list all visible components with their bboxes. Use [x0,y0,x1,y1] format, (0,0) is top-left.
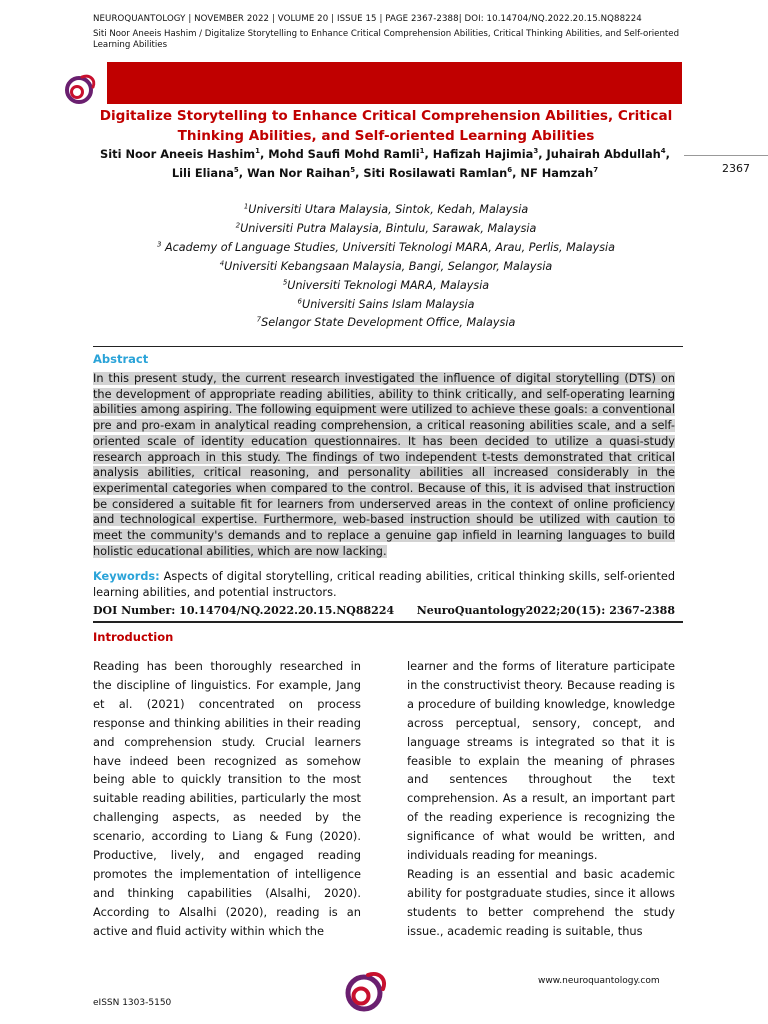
author-name-text: Mohd Saufi Mohd Ramli [268,147,420,161]
doi-number: DOI Number: 10.14704/NQ.2022.20.15.NQ88224 [93,604,395,617]
affiliation-marker: 1 [243,202,249,211]
affiliation [90,277,682,296]
author-name-text: Siti Noor Aneeis Hashim [100,147,256,161]
author-separator: , [260,147,269,161]
author-name-text: Juhairah Abdullah [546,147,661,161]
author-name [520,166,598,180]
author-separator: , [512,166,521,180]
author-affiliation-marker: 7 [593,166,599,175]
abstract-top-rule [93,346,683,347]
introduction-heading: Introduction [93,630,174,644]
affiliation [90,314,682,333]
author-name [172,166,247,180]
author-separator: , [238,166,248,180]
keywords [93,569,675,601]
author-name [433,147,547,161]
affiliation-marker: 4 [219,258,225,267]
author-name [363,166,520,180]
journal-logo-icon [340,968,390,1014]
author-name-text: Lili Eliana [171,166,234,180]
affiliation [90,220,682,239]
abstract-heading: Abstract [93,352,149,366]
body-paragraph: Reading has been thoroughly researched in the discipline of linguistics. For example, Jang et al. (2021) concentrated on process response and thinking abilities in their reading and comprehension study. Crucial learners have indeed been recognized as somehow being able to quickly transition to the most suitable reading abilities, particularly the most challenging aspects, as needed by the scenario, according to Liang & Fung (2020). Productive, lively, and engaged reading promotes the implementation of intelligence and thinking capabilities (Alsalhi, 2020). According to Alsalhi (2020), reading is an active and fluid activity within which the [93,659,361,938]
author-separator: , [665,147,670,161]
body-column-left [93,657,361,941]
paper-title-line: Digitalize Storytelling to Enhance Critical Comprehension Abilities, Critical [99,108,673,124]
author-separator: , [538,147,547,161]
affiliation-marker: 7 [256,315,262,324]
affiliation [90,296,682,315]
author-separator: , [355,166,364,180]
affiliation-marker: 3 [156,240,162,249]
affiliation-text: Selangor State Development Office, Malaysia [261,316,516,330]
body-paragraph: Reading is an essential and basic academic ability for postgraduate studies, since it allows students to better comprehend the study issue., academic reading is suitable, thus [407,866,675,938]
affiliation [90,258,682,277]
affiliation-text: Universiti Teknologi MARA, Malaysia [287,278,490,292]
paper-title-line: Thinking Abilities, and Self-oriented Learning Abilities [177,128,595,144]
body-paragraph: learner and the forms of literature participate in the constructivist theory. Because reading is a procedure of building knowledge, knowledge across perceptual, sensory, concept, and language streams is integrated so that it is feasible to explain the meaning of phrases and sentences throughout the text comprehension. As a result, an important part of the reading experience is recognizing the significance of what would be written, and individuals reading for meanings. [407,659,675,863]
affiliation-marker: 5 [282,277,288,286]
affiliation-text: Academy of Language Studies, Universiti Teknologi MARA, Arau, Perlis, Malaysia [161,240,616,254]
margin-rule [684,155,768,156]
affiliation-text: Universiti Putra Malaysia, Bintulu, Sarawak, Malaysia [240,221,537,235]
author-separator: , [424,147,433,161]
author-affiliation-marker: 1 [255,147,260,156]
author-list [100,145,670,183]
body-column-right [407,657,675,941]
affiliation-text: Universiti Kebangsaan Malaysia, Bangi, Selangor, Malaysia [224,259,553,273]
affiliation-text: Universiti Utara Malaysia, Sintok, Kedah, Malaysia [248,203,529,216]
author-affiliation-marker: 5 [350,166,356,175]
affiliation-list [90,201,682,333]
author-affiliation-marker: 1 [419,147,425,156]
journal-reference: NeuroQuantology2022;20(15): 2367-2388 [416,604,675,617]
running-header-title-line1: Siti Noor Aneeis Hashim / Digitalize Storytelling to Enhance Critical Comprehension Abilities, Critical Thinking Abilities, and Self-oriented [93,29,680,39]
footer-url: www.neuroquantology.com [538,976,660,986]
keywords-text: Aspects of digital storytelling, critical reading abilities, critical thinking skills, self-oriented learning abilities, and potential instructors. [93,570,675,599]
author-affiliation-marker: 4 [660,147,666,156]
author-name [247,166,363,180]
author-affiliation-marker: 5 [233,166,239,175]
keywords-label: Keywords: [93,570,160,583]
page-number: 2367 [722,162,750,175]
affiliation-marker: 6 [297,296,302,305]
author-name-text: Wan Nor Raihan [247,166,351,180]
abstract-highlighted-text: In this present study, the current research investigated the influence of digital storytelling (DTS) on the development of appropriate reading abilities, ability to think critically, and self-operating learning abilities among aspiring. The following equipment were utilized to achieve these goals: a conventional pre and pro-exam in analytical reading comprehension, a critical reasoning abilities scale, and a self-oriented scale of identity education questionnaires. It has been decided to utilize a quasi-study research approach in this study. The findings of two independent t-tests demonstrated that critical analysis abilities, critical reasoning, and personality abilities all increased considerably in the experimental categories when compared to the control. Because of this, it is advised that instruction be considered a suitable fit for learners from underserved areas in the context of online proficiency and technological expertise. Furthermore, web-based instruction should be utilized with caution to meet the community's demands and to replace a genuine gap infield in learning languages to build holistic educational abilities, which are now lacking. [93,372,675,558]
journal-logo-icon [62,72,98,106]
author-affiliation-marker: 3 [533,147,539,156]
affiliation-marker: 2 [235,221,241,230]
paper-title [90,106,682,146]
affiliation [90,239,682,258]
author-name-text: Hafizah Hajimia [432,147,534,161]
running-header-citation: NEUROQUANTOLOGY | NOVEMBER 2022 | VOLUME 20 | ISSUE 15 | PAGE 2367-2388| DOI: 10.14704/NQ.2022.20.15.NQ88224 [93,14,642,24]
abstract-text [93,371,675,559]
author-name-text: NF Hamzah [520,166,594,180]
author-name [100,147,268,161]
footer-issn: eISSN 1303-5150 [93,998,172,1008]
author-name [268,147,433,161]
affiliation [90,201,682,220]
author-name [547,147,670,161]
abstract-bottom-rule [93,621,683,623]
affiliation-text: Universiti Sains Islam Malaysia [302,297,475,311]
author-affiliation-marker: 6 [507,166,513,175]
title-banner [107,62,682,104]
author-name-text: Siti Rosilawati Ramlan [363,166,508,180]
running-header-title-line2: Learning Abilities [93,40,168,50]
